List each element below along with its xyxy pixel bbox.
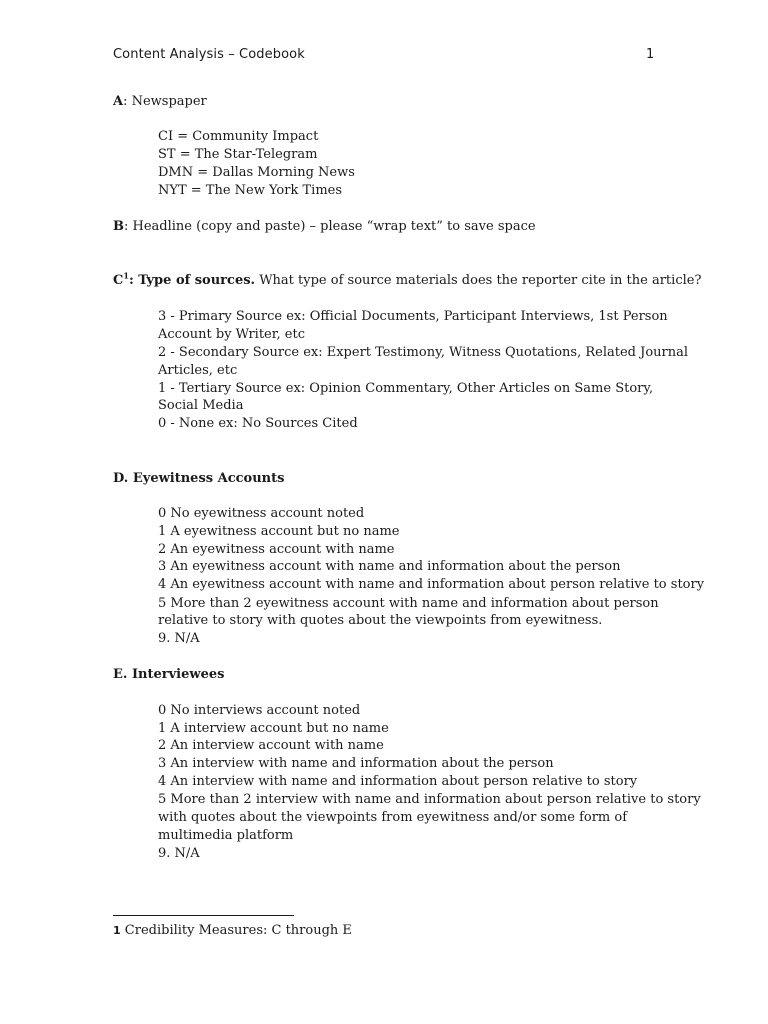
section-d-line: 4 An eyewitness account with name and information about person relative to story — [158, 577, 705, 592]
section-c-label: C — [113, 273, 124, 288]
section-c-line: Account by Writer, etc — [158, 327, 305, 342]
section-e-line: 1 A interview account but no name — [158, 721, 389, 736]
page-number: 1 — [646, 47, 655, 62]
section-a-item: CI = Community Impact — [158, 129, 319, 144]
footnote-reference: 1 — [123, 270, 129, 281]
section-d-line: 9. N/A — [158, 631, 200, 646]
section-e-line: 4 An interview with name and information about person relative to story — [158, 774, 638, 789]
section-c-line: 0 - None ex: No Sources Cited — [158, 416, 358, 431]
section-b-text: : Headline (copy and paste) – please “wrap text” to save space — [124, 219, 536, 234]
section-c-heading — [113, 272, 701, 290]
section-c-line: 3 - Primary Source ex: Official Documents, Participant Interviews, 1st Person — [158, 309, 668, 324]
section-e-heading: E. Interviewees — [113, 667, 225, 682]
section-d-line: 5 More than 2 eyewitness account with name and information about person — [158, 596, 659, 611]
section-c-line: Articles, etc — [158, 363, 238, 378]
section-a-heading — [113, 93, 207, 111]
section-c-question: What type of source materials does the reporter cite in the article? — [255, 273, 702, 288]
section-b-heading — [113, 218, 536, 236]
section-c-line: 1 - Tertiary Source ex: Opinion Commentary, Other Articles on Same Story, — [158, 381, 654, 396]
section-e-line: 2 An interview account with name — [158, 738, 384, 753]
section-e-line: 3 An interview with name and information about the person — [158, 756, 554, 771]
header-title: Content Analysis – Codebook — [113, 47, 305, 62]
section-c-line: Social Media — [158, 398, 244, 413]
section-a-item: DMN = Dallas Morning News — [158, 165, 355, 180]
section-d-line: 0 No eyewitness account noted — [158, 506, 365, 521]
section-e-line: multimedia platform — [158, 828, 294, 843]
section-b-label: B — [113, 219, 124, 234]
section-e-line: with quotes about the viewpoints from eyewitness and/or some form of — [158, 810, 628, 825]
footnote-divider — [113, 915, 294, 916]
section-c-title: : Type of sources. — [128, 273, 256, 288]
section-d-line: 2 An eyewitness account with name — [158, 542, 395, 557]
section-d-heading: D. Eyewitness Accounts — [113, 471, 285, 486]
footnote-mark: 1 — [113, 924, 121, 937]
section-c-line: 2 - Secondary Source ex: Expert Testimony, Witness Quotations, Related Journal — [158, 345, 689, 360]
footnote-text: Credibility Measures: C through E — [120, 923, 352, 938]
section-a-text: : Newspaper — [123, 94, 207, 109]
footnote — [113, 922, 352, 940]
section-e-line: 5 More than 2 interview with name and information about person relative to story — [158, 792, 701, 807]
section-e-line: 9. N/A — [158, 846, 200, 861]
section-a-item: NYT = The New York Times — [158, 183, 343, 198]
section-e-line: 0 No interviews account noted — [158, 703, 361, 718]
section-d-line: 1 A eyewitness account but no name — [158, 524, 400, 539]
section-d-line: 3 An eyewitness account with name and information about the person — [158, 559, 621, 574]
section-d-line: relative to story with quotes about the viewpoints from eyewitness. — [158, 613, 603, 628]
section-a-label: A — [113, 94, 124, 109]
section-a-item: ST = The Star-Telegram — [158, 147, 318, 162]
